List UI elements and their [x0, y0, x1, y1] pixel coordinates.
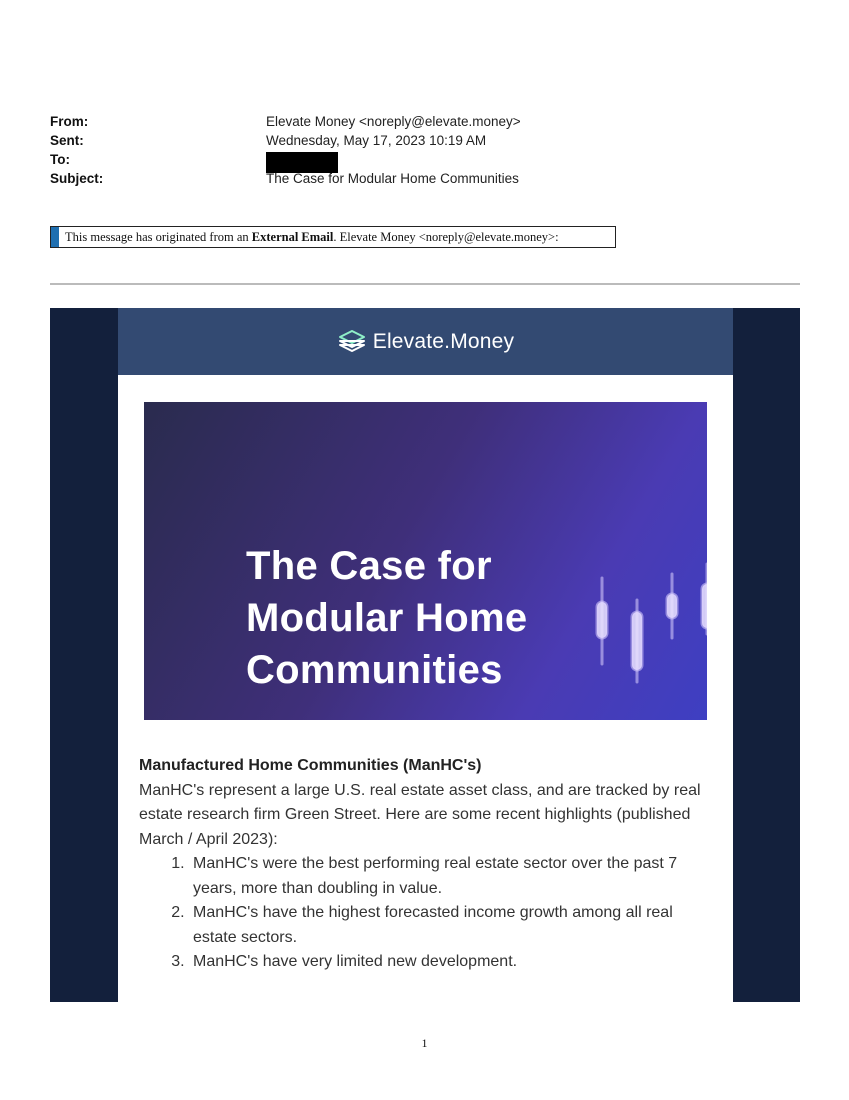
- hero-line-1: The Case for: [246, 544, 492, 588]
- external-email-banner: [50, 226, 616, 248]
- brand-name: Elevate.Money: [372, 329, 515, 353]
- banner-accent-bar: [51, 227, 59, 247]
- highlight-item: 3. ManHC's have very limited new development.: [189, 950, 709, 975]
- email-card: [118, 308, 733, 1002]
- banner-text: [65, 230, 559, 245]
- banner-emphasis: External Email: [251, 229, 334, 244]
- email-content: [139, 754, 709, 975]
- from-label: From:: [50, 114, 89, 129]
- page-number: 1: [421, 1036, 428, 1050]
- elevate-logo-icon: [337, 329, 367, 355]
- to-row: [50, 150, 610, 169]
- sent-row: [50, 131, 610, 150]
- from-value: Elevate Money <noreply@elevate.money>: [266, 114, 521, 129]
- sent-label: Sent:: [50, 133, 84, 148]
- subject-label: Subject:: [50, 171, 104, 186]
- hero-title: [246, 540, 527, 696]
- subject-row: [50, 169, 610, 188]
- from-row: [50, 112, 610, 131]
- banner-prefix: This message has originated from an: [65, 229, 252, 244]
- highlights-list: [139, 852, 709, 975]
- hero-image: [144, 402, 707, 720]
- email-header: [50, 112, 610, 188]
- to-label: To:: [50, 152, 70, 167]
- highlight-item: 2. ManHC's have the highest forecasted income growth among all real estate sectors.: [189, 901, 709, 950]
- brand-header: [118, 308, 733, 375]
- redacted-recipient: [266, 152, 338, 173]
- divider: [50, 283, 800, 285]
- banner-suffix: . Elevate Money <noreply@elevate.money>:: [333, 229, 559, 244]
- email-body-background: [50, 308, 800, 1002]
- intro-paragraph: ManHC's represent a large U.S. real estate asset class, and are tracked by real estate research firm Green Street. Here are some recent highlights (published March / April 2023):: [139, 781, 701, 848]
- hero-line-2: Modular Home: [246, 596, 528, 640]
- section-heading: Manufactured Home Communities (ManHC's): [139, 757, 482, 774]
- sent-value: Wednesday, May 17, 2023 10:19 AM: [266, 133, 487, 148]
- highlight-item: 1. ManHC's were the best performing real estate sector over the past 7 years, more than doubling in value.: [189, 852, 709, 901]
- subject-value: The Case for Modular Home Communities: [266, 171, 519, 186]
- hero-line-3: Communities: [246, 648, 503, 692]
